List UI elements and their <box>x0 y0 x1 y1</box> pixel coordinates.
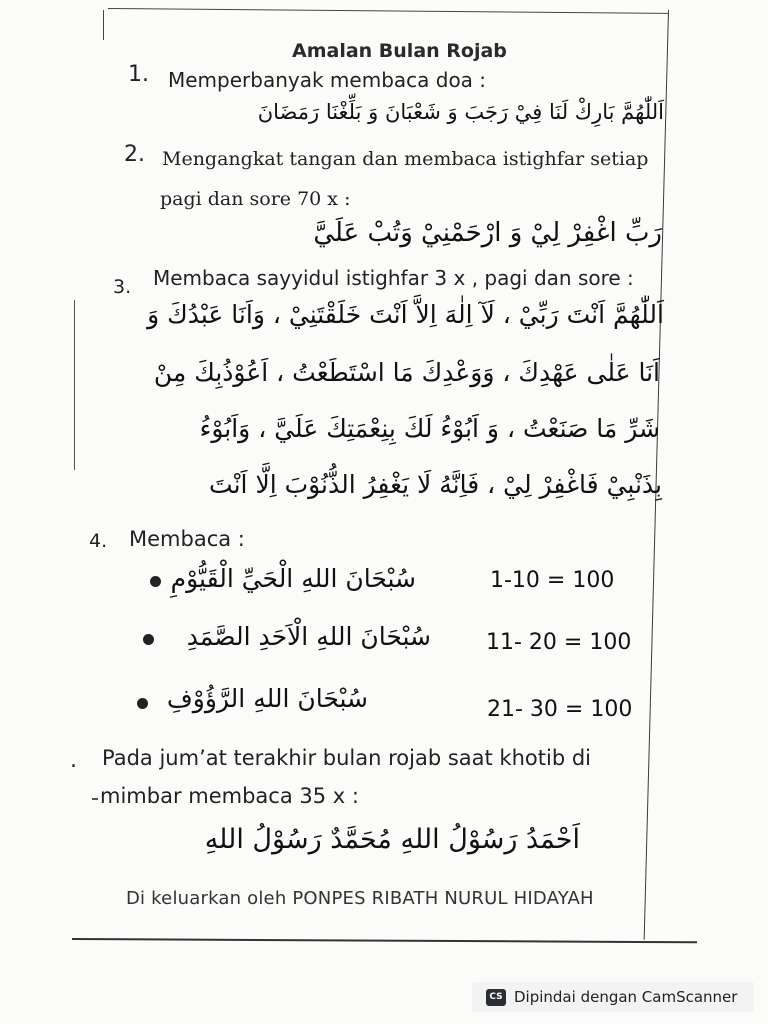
page-border-top <box>108 8 668 14</box>
item-5-text-line-1: Pada jum’at terakhir bulan rojab saat khotib di <box>102 746 591 770</box>
item-2-text-line-2: pagi dan sore 70 x : <box>160 188 351 210</box>
item-4-number: 4. <box>89 530 108 552</box>
item-3-arabic-line-4: بِذَنْبِيْ فَاغْفِرْ لِيْ ، فَاِنَّهُ لَا يَغْفِرُ الذُّنُوْبَ اِلَّا اَنْتَ <box>209 470 662 499</box>
page-border-left <box>103 10 104 40</box>
item-4-text: Membaca : <box>129 527 245 551</box>
item-3-arabic-line-1: اَللّٰهُمَّ اَنْتَ رَبِّيْ ، لَآ اِلٰهَ اِلاَّ اَنْتَ خَلَقْتَنِيْ ، وَاَنَا عَبْدُكَ وَ <box>147 300 664 329</box>
item-5-number: . <box>70 748 77 773</box>
item-5-arabic: اَحْمَدُ رَسُوْلُ اللهِ مُحَمَّدٌ رَسُوْلُ اللهِ <box>204 824 580 855</box>
item-1-arabic: اَللّٰهُمَّ بَارِكْ لَنَا فِيْ رَجَبَ وَ شَعْبَانَ وَ بَلِّغْنَا رَمَضَانَ <box>257 100 664 124</box>
item-2-text-line-1: Mengangkat tangan dan membaca istighfar setiap <box>162 148 649 170</box>
page-title: Amalan Bulan Rojab <box>292 40 507 62</box>
dzikir-3-bullet <box>137 698 148 709</box>
item-3-text: Membaca sayyidul istighfar 3 x , pagi dan sore : <box>153 266 634 290</box>
dzikir-3-arabic: سُبْحَانَ اللهِ الرَّؤُوْفِ <box>166 684 368 713</box>
camscanner-logo-icon: CS <box>486 989 506 1006</box>
item-2-arabic: رَبِّ اغْفِرْ لِيْ وَ ارْحَمْنِيْ وَتُبْ عَلَيَّ <box>313 218 662 248</box>
dzikir-1-arabic: سُبْحَانَ اللهِ الْحَيِّ الْقَيُّوْمِ <box>170 564 416 593</box>
page-border-bottom <box>72 938 697 943</box>
dzikir-2-bullet <box>143 634 154 645</box>
camscanner-label: Dipindai dengan CamScanner <box>514 988 738 1006</box>
camscanner-watermark <box>472 982 754 1012</box>
dzikir-1-bullet <box>150 576 161 587</box>
dzikir-2-count: 11- 20 = 100 <box>486 630 632 655</box>
item-3-number: 3. <box>113 276 132 298</box>
dash-mark <box>92 798 98 800</box>
dzikir-2-arabic: سُبْحَانَ اللهِ الْاَحَدِ الصَّمَدِ <box>186 622 431 651</box>
item-2-number: 2. <box>124 142 145 167</box>
item-1-number: 1. <box>128 62 149 87</box>
issuer-footer: Di keluarkan oleh PONPES RIBATH NURUL HIDAYAH <box>126 888 594 909</box>
item-3-arabic-line-3: شَرِّ مَا صَنَعْتُ ، وَ اَبُوْءُ لَكَ بِنِعْمَتِكَ عَلَيَّ ، وَاَبُوْءُ <box>199 414 660 443</box>
page-border-left-lower <box>74 300 75 470</box>
dzikir-3-count: 21- 30 = 100 <box>487 697 633 722</box>
dzikir-1-count: 1-10 = 100 <box>490 568 615 593</box>
item-1-text: Memperbanyak membaca doa : <box>168 68 487 92</box>
item-3-arabic-line-2: اَنَا عَلٰى عَهْدِكَ ، وَوَعْدِكَ مَا اسْتَطَعْتُ ، اَعُوْذُبِكَ مِنْ <box>153 358 660 387</box>
item-5-text-line-2: mimbar membaca 35 x : <box>100 784 359 808</box>
